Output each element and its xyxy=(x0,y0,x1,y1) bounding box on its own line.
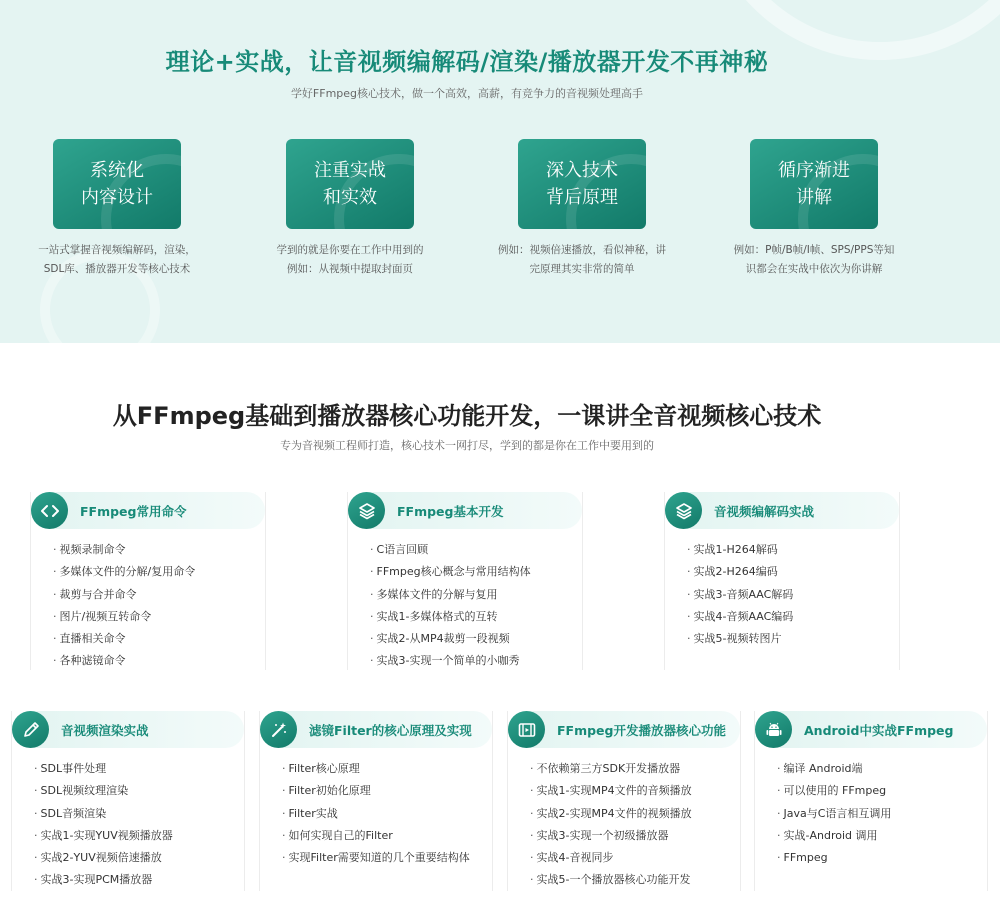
course-card[interactable] xyxy=(259,711,493,891)
card-title: 音视频渲染实战 xyxy=(61,722,149,738)
feature-item xyxy=(17,139,217,279)
main-subtitle: 专为音视频工程师打造，核心技术一网打尽，学到的都是你在工作中要用到的 xyxy=(280,439,654,452)
list-item: · C语言回顾 xyxy=(370,539,582,561)
list-item: · 实战1-实现MP4文件的音频播放 xyxy=(530,780,740,802)
list-item: · 实战2-实现MP4文件的视频播放 xyxy=(530,803,740,825)
list-item: · SDL音频渲染 xyxy=(34,803,244,825)
list-item: · 实现Filter需要知道的几个重要结构体 xyxy=(282,847,492,869)
main-title: 从FFmpeg基础到播放器核心功能开发，一课讲全音视频核心技术 xyxy=(112,402,822,430)
feature-desc: 一站式掌握音视频编解码，渲染， SDL库、播放器开发等核心技术 xyxy=(38,244,196,275)
list-item: · 直播相关命令 xyxy=(53,628,265,650)
magic-wand-icon xyxy=(260,711,297,748)
list-item: · 实战3-实现PCM播放器 xyxy=(34,869,244,891)
feature-badge: 循序渐进 讲解 xyxy=(750,139,878,229)
feature-item xyxy=(714,139,914,279)
list-item: · 实战2-从MP4裁剪一段视频 xyxy=(370,628,582,650)
list-item: · SDL事件处理 xyxy=(34,758,244,780)
list-item: · 编译 Android端 xyxy=(777,758,987,780)
card-title: FFmpeg常用命令 xyxy=(80,503,187,519)
feature-item xyxy=(250,139,450,279)
list-item: · Filter核心原理 xyxy=(282,758,492,780)
card-title: FFmpeg基本开发 xyxy=(397,503,504,519)
feature-item xyxy=(482,139,682,279)
list-item: · 实战4-音频AAC编码 xyxy=(687,606,899,628)
course-card[interactable] xyxy=(347,492,583,670)
list-item: · 实战4-音视同步 xyxy=(530,847,740,869)
feature-desc: 学到的就是你要在工作中用到的 例如：从视频中提取封面页 xyxy=(276,244,424,275)
list-item: · 可以使用的 FFmpeg xyxy=(777,780,987,802)
list-item: · Filter实战 xyxy=(282,803,492,825)
code-icon xyxy=(31,492,68,529)
course-card[interactable] xyxy=(30,492,266,670)
card-title: 滤镜Filter的核心原理及实现 xyxy=(309,722,472,738)
list-item: · 不依赖第三方SDK开发播放器 xyxy=(530,758,740,780)
card-header xyxy=(665,492,899,529)
feature-section xyxy=(0,0,1000,343)
feature-desc: 例如：P帧/B帧/I帧、SPS/PPS等知 识都会在实战中依次为你讲解 xyxy=(733,244,895,275)
list-item: · 实战-Android 调用 xyxy=(777,825,987,847)
pen-icon xyxy=(12,711,49,748)
card-title: FFmpeg开发播放器核心功能 xyxy=(557,722,726,738)
list-item: · 实战5-一个播放器核心功能开发 xyxy=(530,869,740,891)
feature-badge: 注重实战 和实效 xyxy=(286,139,414,229)
list-item: · 如何实现自己的Filter xyxy=(282,825,492,847)
list-item: · 各种滤镜命令 xyxy=(53,650,265,672)
card-title: 音视频编解码实战 xyxy=(714,503,815,519)
course-card[interactable] xyxy=(11,711,245,891)
card-header xyxy=(508,711,740,748)
card-header xyxy=(260,711,492,748)
feature-badge: 深入技术 背后原理 xyxy=(518,139,646,229)
feature-desc: 例如：视频倍速播放，看似神秘，讲 完原理其实非常的简单 xyxy=(498,244,666,275)
list-item: · 实战1-H264解码 xyxy=(687,539,899,561)
course-card[interactable] xyxy=(664,492,900,670)
list-item: · 实战1-多媒体格式的互转 xyxy=(370,606,582,628)
feature-badge: 系统化 内容设计 xyxy=(53,139,181,229)
list-item: · FFmpeg核心概念与常用结构体 xyxy=(370,561,582,583)
card-header xyxy=(755,711,987,748)
list-item: · 图片/视频互转命令 xyxy=(53,606,265,628)
list-item: · 实战1-实现YUV视频播放器 xyxy=(34,825,244,847)
android-icon xyxy=(755,711,792,748)
card-header xyxy=(31,492,265,529)
card-header xyxy=(12,711,244,748)
card-header xyxy=(348,492,582,529)
list-item: · 实战3-实现一个简单的小咖秀 xyxy=(370,650,582,672)
list-item: · SDL视频纹理渲染 xyxy=(34,780,244,802)
list-item: · 实战2-H264编码 xyxy=(687,561,899,583)
list-item: · 视频录制命令 xyxy=(53,539,265,561)
list-item: · 实战5-视频转图片 xyxy=(687,628,899,650)
list-item: · FFmpeg xyxy=(777,847,987,869)
list-item: · 实战3-实现一个初级播放器 xyxy=(530,825,740,847)
card-title: Android中实战FFmpeg xyxy=(804,722,954,738)
list-item: · 实战3-音频AAC解码 xyxy=(687,584,899,606)
list-item: · 多媒体文件的分解/复用命令 xyxy=(53,561,265,583)
film-icon xyxy=(508,711,545,748)
course-card[interactable] xyxy=(754,711,988,891)
section-title: 理论+实战，让音视频编解码/渲染/播放器开发不再神秘 xyxy=(165,48,769,76)
list-item: · 实战2-YUV视频倍速播放 xyxy=(34,847,244,869)
layers-icon xyxy=(665,492,702,529)
list-item: · Java与C语言相互调用 xyxy=(777,803,987,825)
list-item: · 裁剪与合并命令 xyxy=(53,584,265,606)
course-card[interactable] xyxy=(507,711,741,891)
layers-icon xyxy=(348,492,385,529)
list-item: · Filter初始化原理 xyxy=(282,780,492,802)
section-subtitle: 学好FFmpeg核心技术，做一个高效，高薪，有竞争力的音视频处理高手 xyxy=(290,87,644,100)
list-item: · 多媒体文件的分解与复用 xyxy=(370,584,582,606)
